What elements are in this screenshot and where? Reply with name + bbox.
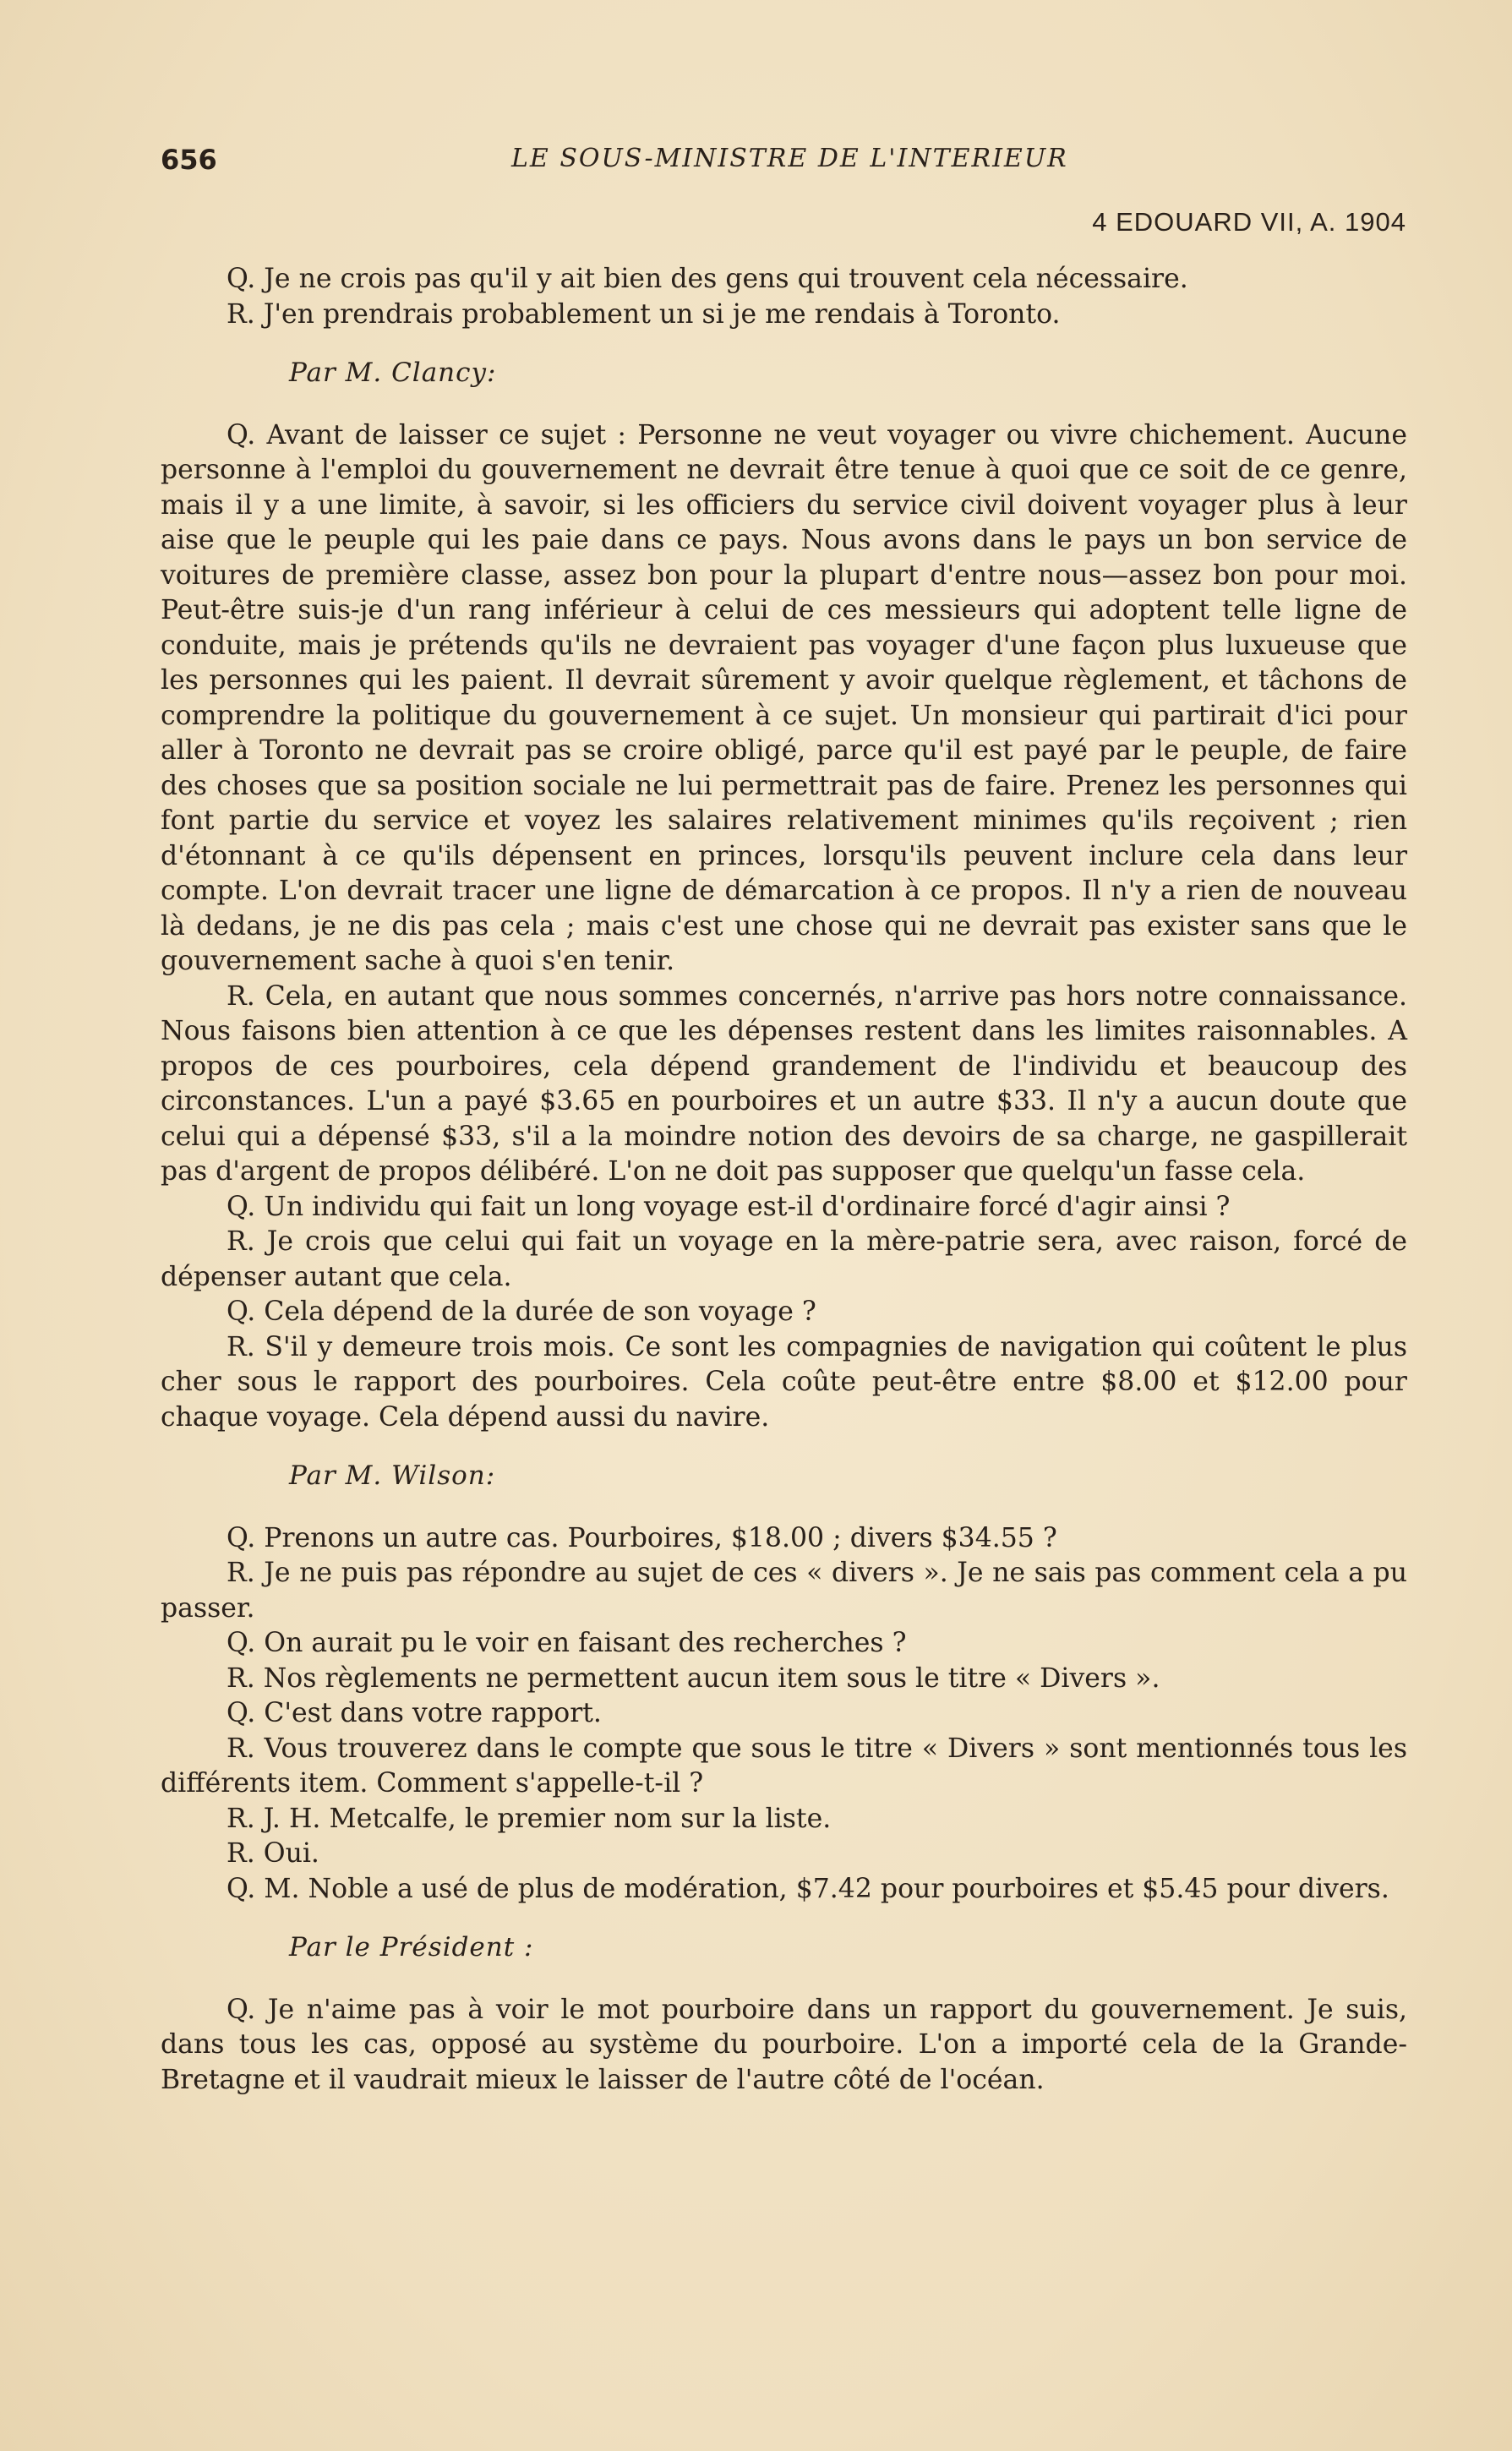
exchange-question: Q. M. Noble a usé de plus de modération, $7.42 pour pourboires et $5.45 pour divers. (227, 1873, 1389, 1904)
exchange-question: Q. On aurait pu le voir en faisant des recherches ? (227, 1628, 907, 1658)
exchange-answer: R. J'en prendrais probablement un si je me rendais à Toronto. (227, 298, 1061, 330)
exchange-question: Q. Avant de laisser ce sujet : Personne ne veut voyager ou vivre chichement. Aucune personne à l'emploi du gouvernement ne devrait être tenue à quoi que ce soit de ce genre, mais il y a une limite, à savoir, si les officiers du service civil doivent voyager plus à leur aise que le peuple qui les paie dans ce pays. Nous avons dans le pays un bon service de voitures de première classe, assez bon pour la plupart d'entre nous—assez bon pour moi. Peut-être suis-je d'un rang inférieur à celui de ces messieurs qui adoptent telle ligne de conduite, mais je prétends qu'ils ne devraient pas voyager d'une façon plus luxueuse que les personnes qui les paient. Il devrait sûrement y avoir quelque règlement, et tâchons de comprendre la politique du gouvernement à ce sujet. Un monsieur qui partirait d'ici pour aller à Toronto ne devrait pas se croire obligé, parce qu'il est payé par le peuple, de faire des choses que sa position sociale ne lui permettrait pas de faire. Prenez les personnes qui font partie du service et voyez les salaires relativement minimes qu'ils reçoivent ; rien d'étonnant à ce qu'ils dépensent en princes, lorsqu'ils peuvent inclure cela dans leur compte. L'on devrait tracer une ligne de démarcation à ce propos. Il n'y a rien de nouveau là dedans, je ne dis pas cela ; mais c'est une chose qui ne devrait pas exister sans que le gouvernement sache à quoi s'en tenir. (161, 419, 1407, 976)
exchange-answer: R. Vous trouverez dans le compte que sous le titre « Divers » sont mentionnés tous les différents item. Comment s'appelle-t-il ? (161, 1733, 1407, 1799)
speaker-heading: Par M. Wilson: (289, 1460, 496, 1491)
running-head: LE SOUS-MINISTRE DE L'INTERIEUR (511, 144, 1068, 173)
body-text (161, 262, 1407, 2098)
exchange-question: Q. Je ne crois pas qu'il y ait bien des gens qui trouvent cela nécessaire. (227, 264, 1188, 294)
exchange-answer: R. J. H. Metcalfe, le premier nom sur la liste. (227, 1803, 832, 1834)
exchange-question: Q. Je n'aime pas à voir le mot pourboire dans un rapport du gouvernement. Je suis, dans tous les cas, opposé au système du pourboire. L'on a importé cela de la Grande-Bretagne et il vaudrait mieux le laisser de l'autre côté de l'océan. (161, 1994, 1407, 2095)
exchange-answer: R. S'il y demeure trois mois. Ce sont les compagnies de navigation qui coûtent le plus cher sous le rapport des pourboires. Cela coûte peut-être entre $8.00 et $12.00 pour chaque voyage. Cela dépend aussi du navire. (161, 1331, 1407, 1433)
speaker-heading: Par M. Clancy: (289, 358, 497, 388)
speaker-heading: Par le Président : (289, 1932, 534, 1962)
exchange-answer: R. Oui. (227, 1838, 319, 1869)
exchange-answer: R. Nos règlements ne permettent aucun item sous le titre « Divers ». (227, 1662, 1160, 1694)
exchange-answer: R. Je ne puis pas répondre au sujet de ces « divers ». Je ne sais pas comment cela a pu passer. (161, 1558, 1407, 1624)
exchange-question: Q. C'est dans votre rapport. (227, 1698, 602, 1728)
session-reference: 4 EDOUARD VII, A. 1904 (1092, 207, 1406, 237)
page-number: 656 (161, 144, 217, 176)
exchange-question: Q. Un individu qui fait un long voyage est-il d'ordinaire forcé d'agir ainsi ? (227, 1191, 1231, 1222)
exchange-answer: R. Cela, en autant que nous sommes concernés, n'arrive pas hors notre connaissance. Nous faisons bien attention à ce que les dépenses restent dans les limites raisonnables. A propos de ces pourboires, cela dépend grandement de l'individu et beaucoup des circonstances. L'un a payé $3.65 en pourboires et un autre $33. Il n'y a aucun doute que celui qui a dépensé $33, s'il a la moindre notion des devoirs de sa charge, ne gaspillerait pas d'argent de propos délibéré. L'on ne doit pas supposer que quelqu'un fasse cela. (161, 980, 1407, 1187)
exchange-answer: R. Je crois que celui qui fait un voyage en la mère-patrie sera, avec raison, forcé de dépenser autant que cela. (161, 1226, 1407, 1292)
exchange-question: Q. Prenons un autre cas. Pourboires, $18.00 ; divers $34.55 ? (227, 1522, 1057, 1553)
exchange-question: Q. Cela dépend de la durée de son voyage ? (227, 1296, 816, 1327)
page-header (161, 144, 1411, 177)
